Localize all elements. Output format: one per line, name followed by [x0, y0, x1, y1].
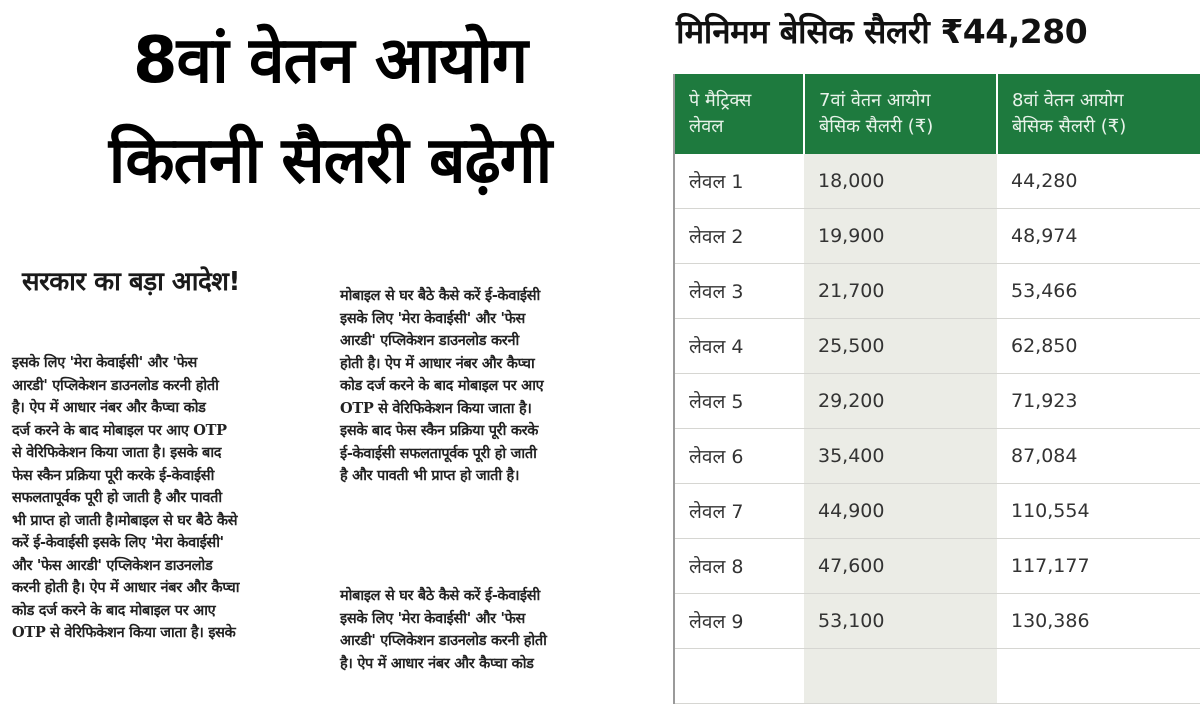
cell-7th-cpc: 19,900	[804, 209, 997, 264]
article-line: इसके लिए 'मेरा केवाईसी' और 'फेस	[340, 309, 526, 327]
cell-level: लेवल 8	[674, 539, 804, 594]
cell-8th-cpc: 117,177	[997, 539, 1200, 594]
salary-comparison-table	[673, 74, 1200, 704]
article-line: इसके लिए 'मेरा केवाईसी' और 'फेस	[340, 609, 526, 627]
cell-level: लेवल 3	[674, 264, 804, 319]
article-line: सफलतापूर्वक पूरी हो जाती है और पावती	[12, 489, 222, 506]
cell-8th-cpc: 71,923	[997, 374, 1200, 429]
article-line: OTP से वेरिफिकेशन किया जाता है।	[340, 399, 532, 417]
table-row-partial	[674, 649, 1200, 704]
table-row	[674, 374, 1200, 429]
cell-level: लेवल 1	[674, 154, 804, 209]
cell-level	[674, 649, 804, 704]
cell-7th-cpc: 25,500	[804, 319, 997, 374]
table-row	[674, 319, 1200, 374]
header-8th-cpc: 8वां वेतन आयोग बेसिक सैलरी (₹)	[997, 74, 1200, 154]
cell-level: लेवल 6	[674, 429, 804, 484]
article-column-2-top	[340, 285, 650, 488]
cell-level: लेवल 2	[674, 209, 804, 264]
table-row	[674, 484, 1200, 539]
salary-table-panel	[660, 0, 1200, 675]
headline-line-2: कितनी सैलरी बढ़ेगी	[108, 124, 552, 198]
table-row	[674, 429, 1200, 484]
cell-8th-cpc: 87,084	[997, 429, 1200, 484]
cell-7th-cpc	[804, 649, 997, 704]
article-line: भी प्राप्त हो जाती है।मोबाइल से घर बैठे कैसे	[12, 511, 238, 529]
article-line: इसके लिए 'मेरा केवाईसी' और 'फेस	[12, 354, 198, 371]
cell-level: लेवल 9	[674, 594, 804, 649]
article-line: होती है। ऐप में आधार नंबर और कैप्चा	[340, 354, 535, 372]
article-line: मोबाइल से घर बैठे कैसे करें ई-केवाईसी	[340, 287, 540, 304]
article-line: कोड दर्ज करने के बाद मोबाइल पर आए	[12, 601, 216, 619]
article-line: फेस स्कैन प्रक्रिया पूरी करके ई-केवाईसी	[12, 466, 215, 484]
cell-8th-cpc: 110,554	[997, 484, 1200, 539]
article-line: मोबाइल से घर बैठे कैसे करें ई-केवाईसी	[340, 587, 540, 604]
article-line: OTP से वेरिफिकेशन किया जाता है। इसके	[12, 624, 236, 641]
article-line: से वेरिफिकेशन किया जाता है। इसके बाद	[12, 444, 222, 461]
cell-8th-cpc: 53,466	[997, 264, 1200, 319]
cell-8th-cpc: 48,974	[997, 209, 1200, 264]
minimum-salary-title: मिनिमम बेसिक सैलरी ₹44,280	[676, 12, 1088, 51]
cell-level: लेवल 7	[674, 484, 804, 539]
cell-level: लेवल 5	[674, 374, 804, 429]
header-pay-level: पे मैट्रिक्स लेवल	[674, 74, 804, 154]
article-column-2-bottom	[340, 585, 650, 675]
article-line: आरडी' एप्लिकेशन डाउनलोड करनी होती	[340, 632, 547, 649]
headline-line-1: 8वां वेतन आयोग	[133, 24, 527, 98]
cell-7th-cpc: 53,100	[804, 594, 997, 649]
article-line: करें ई-केवाईसी इसके लिए 'मेरा केवाईसी'	[12, 534, 224, 551]
cell-7th-cpc: 18,000	[804, 154, 997, 209]
cell-7th-cpc: 29,200	[804, 374, 997, 429]
cell-8th-cpc	[997, 649, 1200, 704]
header-7th-cpc: 7वां वेतन आयोग बेसिक सैलरी (₹)	[804, 74, 997, 154]
cell-7th-cpc: 21,700	[804, 264, 997, 319]
cell-7th-cpc: 44,900	[804, 484, 997, 539]
article-line: ई-केवाईसी सफलतापूर्वक पूरी हो जाती	[340, 444, 537, 462]
cell-8th-cpc: 62,850	[997, 319, 1200, 374]
table-row	[674, 154, 1200, 209]
cell-level: लेवल 4	[674, 319, 804, 374]
table-row	[674, 539, 1200, 594]
article-line: कोड दर्ज करने के बाद मोबाइल पर आए	[340, 377, 544, 394]
article-column-1	[12, 352, 317, 645]
cell-8th-cpc: 44,280	[997, 154, 1200, 209]
table-row	[674, 594, 1200, 649]
article-line: और 'फेस आरडी' एप्लिकेशन डाउनलोड	[12, 556, 213, 574]
cell-7th-cpc: 47,600	[804, 539, 997, 594]
article-line: करनी होती है। ऐप में आधार नंबर और कैप्चा	[12, 579, 240, 596]
article-line: आरडी' एप्लिकेशन डाउनलोड करनी होती	[12, 376, 219, 394]
table-header-row	[674, 74, 1200, 154]
article-line: है। ऐप में आधार नंबर और कैप्चा कोड	[12, 399, 206, 416]
article-line: दर्ज करने के बाद मोबाइल पर आए OTP	[12, 421, 227, 439]
article-line: आरडी' एप्लिकेशन डाउनलोड करनी	[340, 332, 519, 349]
article-line: इसके बाद फेस स्कैन प्रक्रिया पूरी करके	[340, 422, 539, 439]
article-line: है। ऐप में आधार नंबर और कैप्चा कोड	[340, 654, 534, 672]
cell-8th-cpc: 130,386	[997, 594, 1200, 649]
subheading: सरकार का बड़ा आदेश!	[22, 267, 240, 297]
article-line: है और पावती भी प्राप्त हो जाती है।	[340, 467, 520, 484]
cell-7th-cpc: 35,400	[804, 429, 997, 484]
table-row	[674, 264, 1200, 319]
table-row	[674, 209, 1200, 264]
